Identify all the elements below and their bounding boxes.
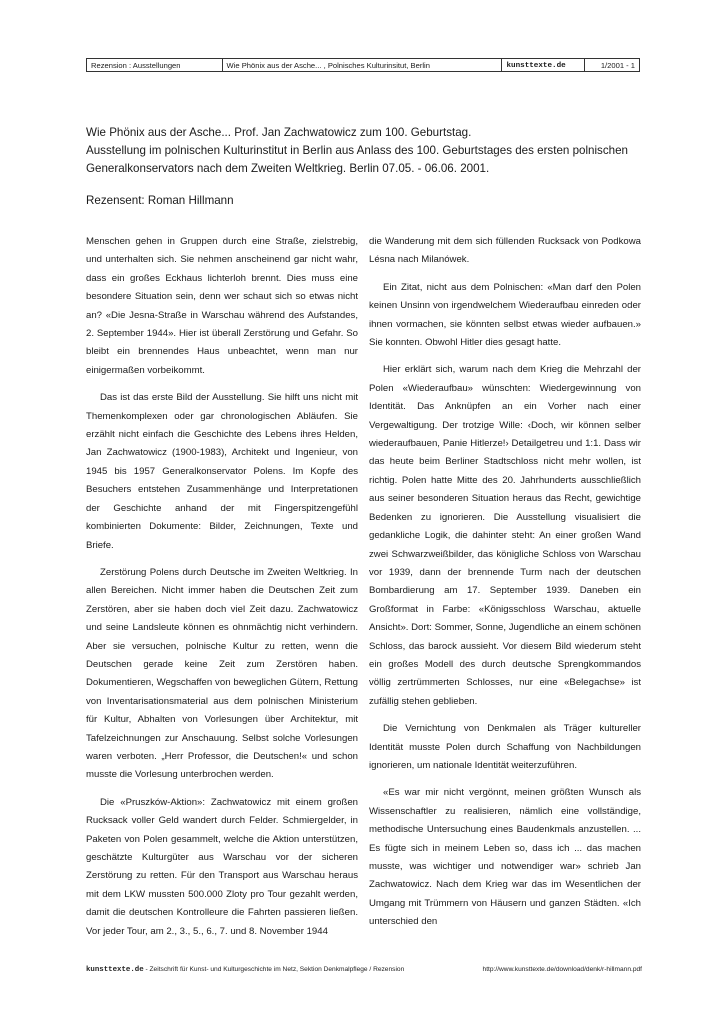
paragraph: «Es war mir nicht vergönnt, meinen größten Wunsch als Wissenschaftler zu realisieren, nämlich eine vollständige, methodische Untersuchung eines Baudenkmals anzustellen. ... Es fügte sich in meinem Leben so, dass ich ... das machen musste, was wichtiger und notwendiger war» schrieb Jan Zachwatowicz. Nach dem Krieg war das im Wesentlichen der Umgang mit Trümmern von Häusern und ganzen Städten. «Ich unterschied den — [369, 787, 641, 928]
paragraph: Das ist das erste Bild der Ausstellung. Sie hilft uns nicht mit Themenkomplexen oder gar chronologischen Abläufen. Sie erzählt nicht einfach die Geschichte des Lebens ihres Helden, Jan Zachwatowicz (1900-1983), Architekt und Ingenieur, von 1945 bis 1957 Generalkonservator Polens. Im Kopfe des Besuchers entstehen Zusammenhänge und Interpretationen der Geschichte anhand der mit Fingerspitzengefühl kombinierten Dokumente: Bilder, Zeichnungen, Texte und Briefe. — [86, 392, 358, 551]
paragraph: Zerstörung Polens durch Deutsche im Zweiten Weltkrieg. In allen Bereichen. Nicht immer haben die Deutschen Zeit zum Zerstören, aber sie haben doch viel Zeit dazu. Zachwatowicz und seine Landsleute können es ohnmächtig nicht verhindern. Aber sie versuchen, polnische Kultur zu retten, wenn die Deutschen gerade keine Zeit zum Zerstören haben. Dokumentieren, Wegschaffen von beweglichen Gütern, Rettung von Inventarisationsmaterial aus dem polnischen Ministerium für Kultur, Abhalten von Vorlesungen über Architektur, mit Tafelzeichnungen zur Anschauung. Selbst solche Vorlesungen waren verboten. „Herr Professor, die Deutschen!« und schon musste die Vorlesung unterbrochen werden. — [86, 566, 358, 781]
reviewer-line: Rezensent: Roman Hillmann — [86, 194, 234, 207]
footer-brand: kunsttexte.de — [86, 966, 144, 974]
left-column — [86, 233, 358, 950]
paragraph: Menschen gehen in Gruppen durch eine Straße, zielstrebig, und unterhalten sich. Sie nehmen anscheinend gar nicht wahr, dass ein großes Eckhaus lichterloh brennt. Dies muss eine besondere Situation sein, denn wer schaut sich so etwas nicht an? «Die Jesna-Straße in Warschau während des Aufstandes, 2. September 1944». Hier ist überall Zerstörung und Gefahr. So bleibt ein brennendes Haus unbeachtet, wenn man nur einigermaßen vorbeikommt. — [86, 236, 358, 376]
footer-description: - Zeitschrift für Kunst- und Kulturgeschichte im Netz, Sektion Denkmalpflege / Rezension — [143, 966, 405, 973]
paragraph: Die «Pruszków-Aktion»: Zachwatowicz mit einem großen Rucksack voller Geld wandert durch Felder. Schmiergelder, in Paketen von Polen gesammelt, welche die Aktion unterstützen, geschätzte Kulturgüter aus Warschau vor der sicheren Zerstörung zu retten. Für den Transport aus Warschau heraus mit dem LKW mussten 500.000 Zloty pro Tour gezahlt werden, damit die deutschen Kontrolleure die Fahrten passieren ließen. Vor jeder Tour, am 2., 3., 5., 6., 7. und 8. November 1944 — [86, 796, 358, 937]
header-article: Wie Phönix aus der Asche... , Polnisches Kulturinsitut, Berlin — [223, 59, 503, 71]
paragraph: Hier erklärt sich, warum nach dem Krieg die Mehrzahl der Polen «Wiederaufbau» wünschten: Wiedergewinnung von Identität. Das Anknüpfen an ein Vorher nach einer Vergewaltigung. Der trotzige Wille: ‹Doch, wir können selber wiederaufbauen, Panie Hitlerze!› Detailgetreu und 1:1. Dass wir das heute beim Berliner Stadtschloss nicht mehr wollen, ist richtig. Polen hatte Mitte des 20. Jahrhunderts ausschließlich aus seiner besonderen Situation heraus das Recht, gewichtige Bedenken zu ignorieren. Die Ausstellung visualisiert die gedankliche Logik, die dahinter steht: An einer großen Wand zwei Schwarzweißbilder, das königliche Schloss von Warschau vor 1939, dann der brennende Turm nach der deutschen Bombardierung am 17. September 1939. Daneben ein Großformat in Farbe: «Königsschloss Warschau, aktuelle Ansicht». Dort: Sommer, Sonne, Jugendliche an einem schönen Schloss, das barock aussieht. Vor diesem Bild wiederum steht ein großes Modell des durch deutsche Sprengkommandos völlig zertrümmerten Schlosses, nur eine «Belegachse» ist zufällig stehen geblieben. — [369, 364, 641, 707]
page-footer — [86, 965, 642, 975]
header-section: Rezension : Ausstellungen — [87, 59, 223, 71]
footer-citation — [86, 965, 404, 975]
paragraph: Ein Zitat, nicht aus dem Polnischen: «Man darf den Polen keinen Unsinn von irgendwelchem Wiederaufbau einreden oder ihnen vormachen, sie könnten selbst etwas wieder aufbauen.» Sie konnten. Obwohl Hitler dies gesagt hatte. — [369, 281, 641, 349]
right-column — [369, 233, 641, 941]
title-line-1: Wie Phönix aus der Asche... Prof. Jan Zachwatowicz zum 100. Geburtstag. — [86, 126, 472, 139]
footer-url[interactable]: http://www.kunsttexte.de/download/denk/r-hillmann.pdf — [482, 966, 642, 973]
article-title — [86, 124, 646, 178]
paragraph: die Wanderung mit dem sich füllenden Rucksack von Podkowa Lésna nach Milanówek. — [369, 236, 641, 266]
running-header — [86, 58, 640, 72]
paragraph: Die Vernichtung von Denkmalen als Träger kultureller Identität musste Polen durch Schaffung von Nachbildungen ignorieren, um nationale Identität weiterzuführen. — [369, 723, 641, 771]
header-site: kunsttexte.de — [502, 59, 585, 71]
header-issue: 1/2001 - 1 — [600, 61, 636, 70]
title-line-2: Ausstellung im polnischen Kulturinstitut in Berlin aus Anlass des 100. Geburtstages des ersten polnischen Generalkonservators nach dem Zweiten Weltkrieg. Berlin 07.05. - 06.06. 2001. — [86, 144, 628, 175]
